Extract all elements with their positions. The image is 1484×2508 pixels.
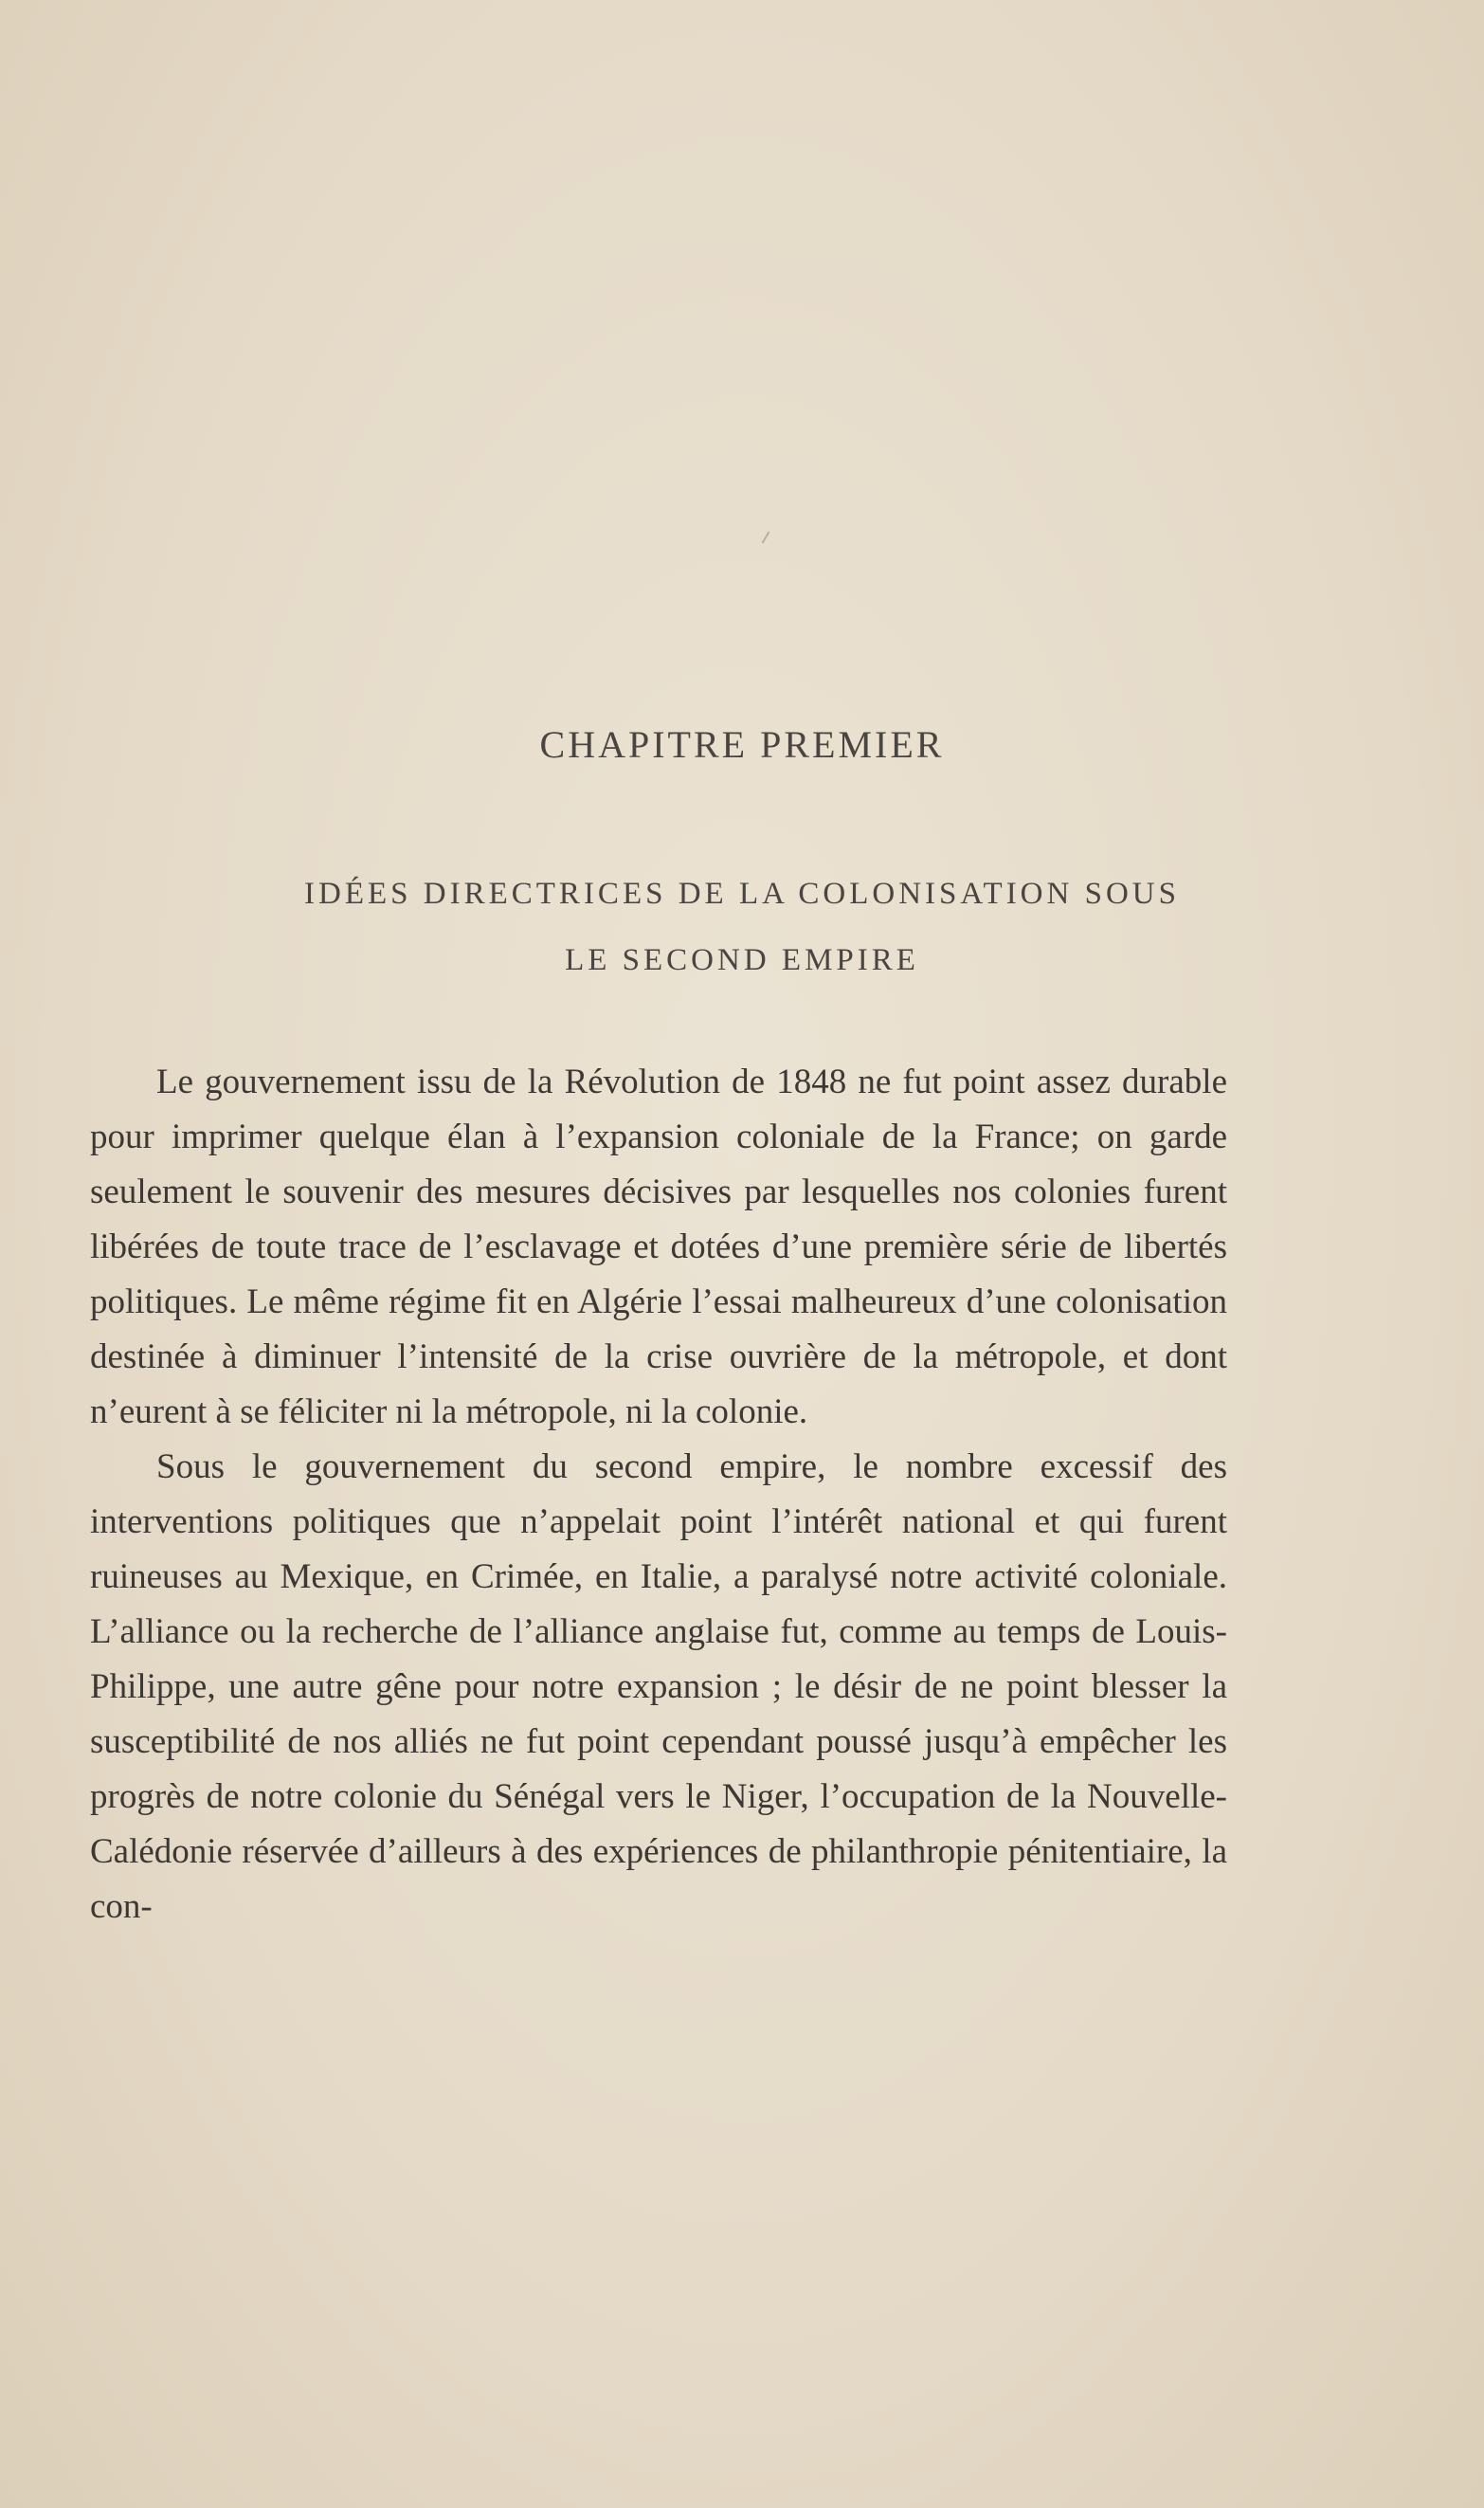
chapter-title: CHAPITRE PREMIER	[539, 723, 945, 766]
stray-mark	[762, 531, 770, 543]
paragraph: Sous le gouvernement du second empire, le nombre excessif des interventions politiques que n’appelait point l’intérêt national et qui furent ruineuses au Mexique, en Crimée, en Italie, a paralysé notre activité coloniale. L’alliance ou la recherche de l’alliance anglaise fut, comme au temps de Louis-Philippe, une autre gêne pour notre expansion ; le désir de ne point blesser la susceptibilité de nos alliés ne fut point cependant poussé jusqu’à empêcher les progrès de notre colonie du Sénégal vers le Niger, l’occupation de la Nouvelle-Calédonie réservée d’ailleurs à des expériences de philanthropie pénitentiaire, la con-	[90, 1447, 1227, 1926]
section-title-line-2: LE SECOND EMPIRE	[565, 943, 919, 977]
body-text	[90, 1055, 1227, 1935]
section-title-line-1: IDÉES DIRECTRICES DE LA COLONISATION SOUS	[304, 877, 1180, 911]
paragraph: Le gouvernement issu de la Révolution de 1848 ne fut point assez durable pour imprimer quelque élan à l’expansion coloniale de la France; on garde seulement le souvenir des mesures décisives par lesquelles nos colonies furent libérées de toute trace de l’esclavage et dotées d’une première série de libertés politiques. Le même régime fit en Algérie l’essai malheureux d’une colonisation destinée à diminuer l’intensité de la crise ouvrière de la métropole, et dont n’eurent à se féliciter ni la métropole, ni la colonie.	[90, 1063, 1227, 1431]
